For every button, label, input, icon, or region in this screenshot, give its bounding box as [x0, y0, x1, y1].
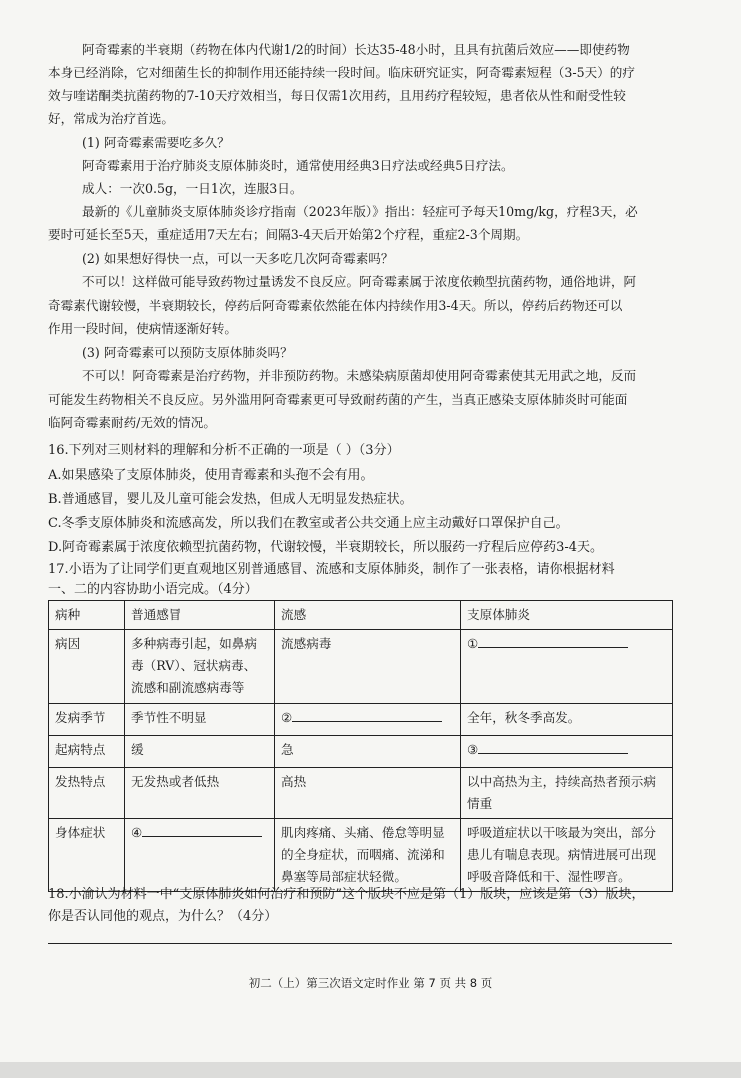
cell-flu: 急 [275, 736, 461, 768]
material-text: 不可以！这样做可能导致药物过量诱发不良反应。阿奇霉素属于浓度依赖型抗菌药物，通俗地讲，阿 [82, 274, 637, 289]
question-16-stem: 16.下列对三则材料的理解和分析不正确的一项是（ ）（3分） [48, 443, 400, 458]
cell-common-cold: 缓 [125, 736, 275, 768]
cell-mycoplasma: 以中高热为主，持续高热者预示病情重 [461, 768, 673, 819]
answer-blank-2[interactable] [275, 704, 461, 736]
answer-blank-3[interactable] [461, 736, 673, 768]
material-text: 奇霉素代谢较慢，半衰期较长，停药后阿奇霉素依然能在体内持续作用3-4天。所以，停药后药物还可以 [48, 298, 623, 313]
answer-line[interactable] [48, 943, 672, 944]
page-footer: 初二（上）第三次语文定时作业 第 7 页 共 8 页 [248, 976, 493, 990]
table-header-cell: 支原体肺炎 [461, 601, 673, 630]
table-row [49, 736, 673, 768]
question-18-stem: 你是否认同他的观点，为什么？（4分） [48, 909, 278, 924]
bottom-bar [0, 1062, 741, 1078]
blank-number: ④ [131, 825, 143, 840]
material-text: 阿奇霉素的半衰期（药物在体内代谢1/2的时间）长达35-48小时，且具有抗菌后效应——即使药物 [82, 42, 630, 57]
question-16-option-c: C.冬季支原体肺炎和流感高发，所以我们在教室或者公共交通上应主动戴好口罩保护自己。 [48, 516, 569, 531]
cell-common-cold: 无发热或者低热 [125, 768, 275, 819]
fill-in-line [142, 822, 262, 837]
table-header-cell: 普通感冒 [125, 601, 275, 630]
material-text: 好，常成为治疗首选。 [48, 111, 174, 126]
table-header-row [49, 601, 673, 630]
fill-in-line [478, 633, 628, 648]
cell-mycoplasma: 呼吸道症状以干咳最为突出，部分患儿有喘息表现。病情进展可出现呼吸音降低和干、湿性啰音。 [461, 819, 673, 892]
question-16-option-a: A.如果感染了支原体肺炎，使用青霉素和头孢不会有用。 [48, 468, 374, 483]
question-17-stem: 17.小语为了让同学们更直观地区别普通感冒、流感和支原体肺炎，制作了一张表格，请你根据材料 [48, 562, 615, 577]
cell-common-cold: 季节性不明显 [125, 704, 275, 736]
question-17-stem: 一、二的内容协助小语完成。（4分） [48, 582, 258, 597]
cell-common-cold: 多种病毒引起，如鼻病毒（RV）、冠状病毒、流感和副流感病毒等 [125, 630, 275, 704]
material-text: 可能发生药物相关不良反应。另外滥用阿奇霉素更可导致耐药菌的产生，当真正感染支原体肺炎时可能面 [48, 392, 628, 407]
fill-in-line [292, 707, 442, 722]
question-18-stem: 18.小渝认为材料一中“支原体肺炎如何治疗和预防”这个版块不应是第（1）版块，应该是第（3）版块， [48, 887, 645, 902]
blank-number: ③ [467, 742, 479, 757]
cell-flu: 肌肉疼痛、头痛、倦怠等明显的全身症状，而咽痛、流涕和鼻塞等局部症状轻微。 [275, 819, 461, 892]
table-row [49, 630, 673, 704]
answer-blank-4[interactable] [125, 819, 275, 892]
cell-flu: 流感病毒 [275, 630, 461, 704]
row-label: 身体症状 [49, 819, 125, 892]
cell-mycoplasma: 全年，秋冬季高发。 [461, 704, 673, 736]
table-header-cell: 病种 [49, 601, 125, 630]
material-text: 阿奇霉素用于治疗肺炎支原体肺炎时，通常使用经典3日疗法或经典5日疗法。 [82, 158, 514, 173]
question-16-option-b: B.普通感冒，婴儿及儿童可能会发热，但成人无明显发热症状。 [48, 492, 413, 507]
material-text: 最新的《儿童肺炎支原体肺炎诊疗指南（2023年版）》指出：轻症可予每天10mg/kg，疗程3天，必 [82, 204, 638, 219]
material-text: 临阿奇霉素耐药/无效的情况。 [48, 415, 216, 430]
material-text: 要时可延长至5天，重症适用7天左右；间隔3-4天后开始第2个疗程，重症2-3个周期。 [48, 227, 529, 242]
material-text: 本身已经消除，它对细菌生长的抑制作用还能持续一段时间。临床研究证实，阿奇霉素短程（3-5天）的疗 [48, 65, 635, 80]
table-header-cell: 流感 [275, 601, 461, 630]
row-label: 病因 [49, 630, 125, 704]
fill-in-line [478, 739, 628, 754]
row-label: 发热特点 [49, 768, 125, 819]
blank-number: ① [467, 636, 479, 651]
material-subheading: (3) 阿奇霉素可以预防支原体肺炎吗？ [82, 345, 293, 360]
material-subheading: (2) 如果想好得快一点，可以一天多吃几次阿奇霉素吗？ [82, 251, 394, 266]
material-subheading: (1) 阿奇霉素需要吃多久？ [82, 135, 230, 150]
cell-flu: 高热 [275, 768, 461, 819]
comparison-table [48, 600, 673, 892]
table-row [49, 704, 673, 736]
material-text: 作用一段时间，使病情逐渐好转。 [48, 321, 237, 336]
material-text: 效与喹诺酮类抗菌药物的7-10天疗效相当，每日仅需1次用药，且用药疗程较短，患者依从性和耐受性较 [48, 88, 626, 103]
table-row [49, 819, 673, 892]
material-text: 不可以！阿奇霉素是治疗药物，并非预防药物。未感染病原菌却使用阿奇霉素使其无用武之地，反而 [82, 368, 637, 383]
question-16-option-d: D.阿奇霉素属于浓度依赖型抗菌药物，代谢较慢，半衰期较长，所以服药一疗程后应停药3-4天。 [48, 540, 604, 555]
material-text: 成人：一次0.5g，一日1次，连服3日。 [82, 181, 303, 196]
table-row [49, 768, 673, 819]
blank-number: ② [281, 710, 293, 725]
row-label: 发病季节 [49, 704, 125, 736]
row-label: 起病特点 [49, 736, 125, 768]
answer-blank-1[interactable] [461, 630, 673, 704]
